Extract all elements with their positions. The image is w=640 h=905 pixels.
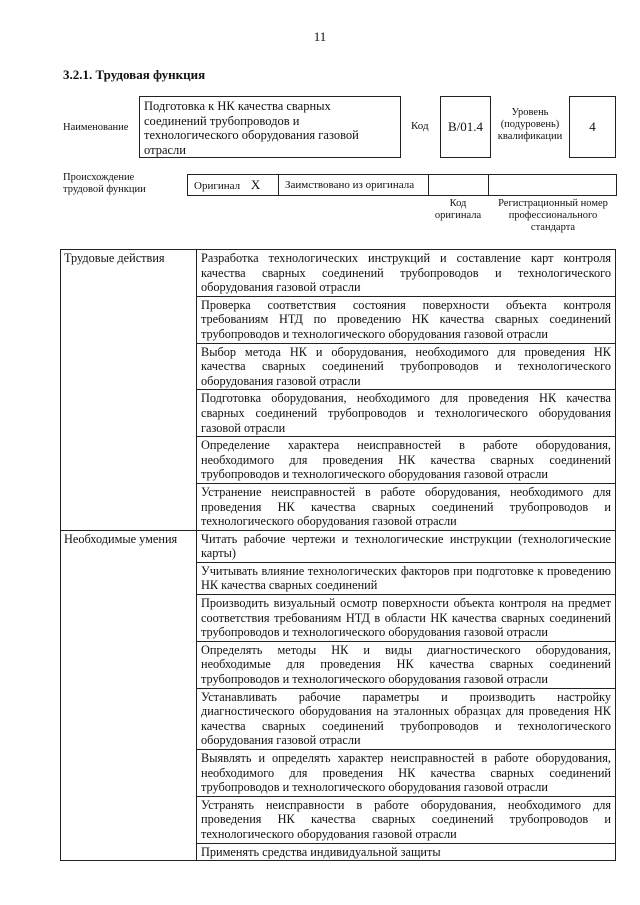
requirement-item: Учитывать влияние технологических факторов при подготовке к проведению НК качества сварных соединений — [197, 562, 616, 594]
requirement-item: Разработка технологических инструкций и составление карт контроля качества сварных соединений трубопроводов и технологического оборудования газовой отрасли — [197, 250, 616, 297]
function-code-value: В/01.4 — [447, 119, 484, 134]
requirement-item: Устранять неисправности в работе оборудования, необходимого для проведения НК качества сварных соединений трубопроводов и технологического оборудования газовой отрасли — [197, 796, 616, 843]
requirement-item: Выбор метода НК и оборудования, необходимого для проведения НК качества сварных соединений трубопроводов и технологического оборудования газовой отрасли — [197, 343, 616, 390]
function-code-box — [440, 96, 491, 158]
original-mark: X — [250, 177, 261, 192]
table-row — [61, 530, 616, 562]
reg-number-cell — [489, 175, 616, 195]
requirement-item: Проверка соответствия состояния поверхности объекта контроля требованиям НТД по проведению НК качества сварных соединений трубопроводов и технологического оборудования газовой отрасли — [197, 296, 616, 343]
level-box — [569, 96, 616, 158]
borrowed-label: Заимствовано из оригинала — [285, 179, 415, 191]
origin-row — [187, 174, 617, 196]
table-row — [61, 250, 616, 297]
section-title: 3.2.1. Трудовая функция — [63, 67, 206, 82]
name-label: Наименование — [63, 122, 129, 133]
requirement-item: Определение характера неисправностей в работе оборудования, необходимого для проведения НК качества сварных соединений трубопроводов и технологического оборудования газовой отрасли — [197, 437, 616, 484]
page-number: 11 — [313, 29, 327, 44]
reg-number-caption: Регистрационный номер профессионального стандарта — [498, 198, 608, 233]
code-label: Код — [411, 120, 429, 132]
requirements-table — [60, 249, 616, 861]
code-original-cell — [429, 175, 489, 195]
requirement-item: Подготовка оборудования, необходимого для проведения НК качества сварных соединений трубопроводов и технологического оборудования газовой отрасли — [197, 390, 616, 437]
origin-label: Происхождение трудовой функции — [63, 172, 146, 195]
original-label: Оригинал — [194, 180, 241, 192]
requirement-item: Устранение неисправностей в работе оборудования, необходимого для проведения НК качества сварных соединений трубопроводов и технологического оборудования газовой отрасли — [197, 483, 616, 530]
section-heading: Трудовые действия — [61, 250, 197, 531]
borrowed-cell — [279, 175, 429, 195]
requirement-item: Определять методы НК и виды диагностического оборудования, необходимые для проведения НК качества сварных соединений трубопроводов и технологического оборудования газовой отрасли — [197, 641, 616, 688]
section-heading: Необходимые умения — [61, 530, 197, 860]
level-label: Уровень (подуровень) квалификации — [497, 107, 563, 142]
requirement-item: Применять средства индивидуальной защиты — [197, 843, 616, 861]
function-name-box: Подготовка к НК качества сварных соединений трубопроводов и технологического оборудования газовой отрасли — [139, 96, 401, 158]
requirement-item: Читать рабочие чертежи и технологические инструкции (технологические карты) — [197, 530, 616, 562]
requirement-item: Производить визуальный осмотр поверхности объекта контроля на предмет соответствия требованиям НТД в области НК качества сварных соединений трубопроводов и технологического оборудования газовой отрасли — [197, 595, 616, 642]
requirement-item: Выявлять и определять характер неисправностей в работе оборудования, необходимого для проведения НК качества сварных соединений трубопроводов и технологического оборудования газовой отрасли — [197, 750, 616, 797]
code-original-caption: Код оригинала — [434, 198, 482, 221]
requirement-item: Устанавливать рабочие параметры и производить настройку диагностического оборудования на эталонных образцах для проведения НК качества сварных соединений трубопроводов и технологического оборудования газовой отрасли — [197, 688, 616, 749]
level-value: 4 — [589, 119, 596, 134]
original-cell — [188, 175, 279, 195]
